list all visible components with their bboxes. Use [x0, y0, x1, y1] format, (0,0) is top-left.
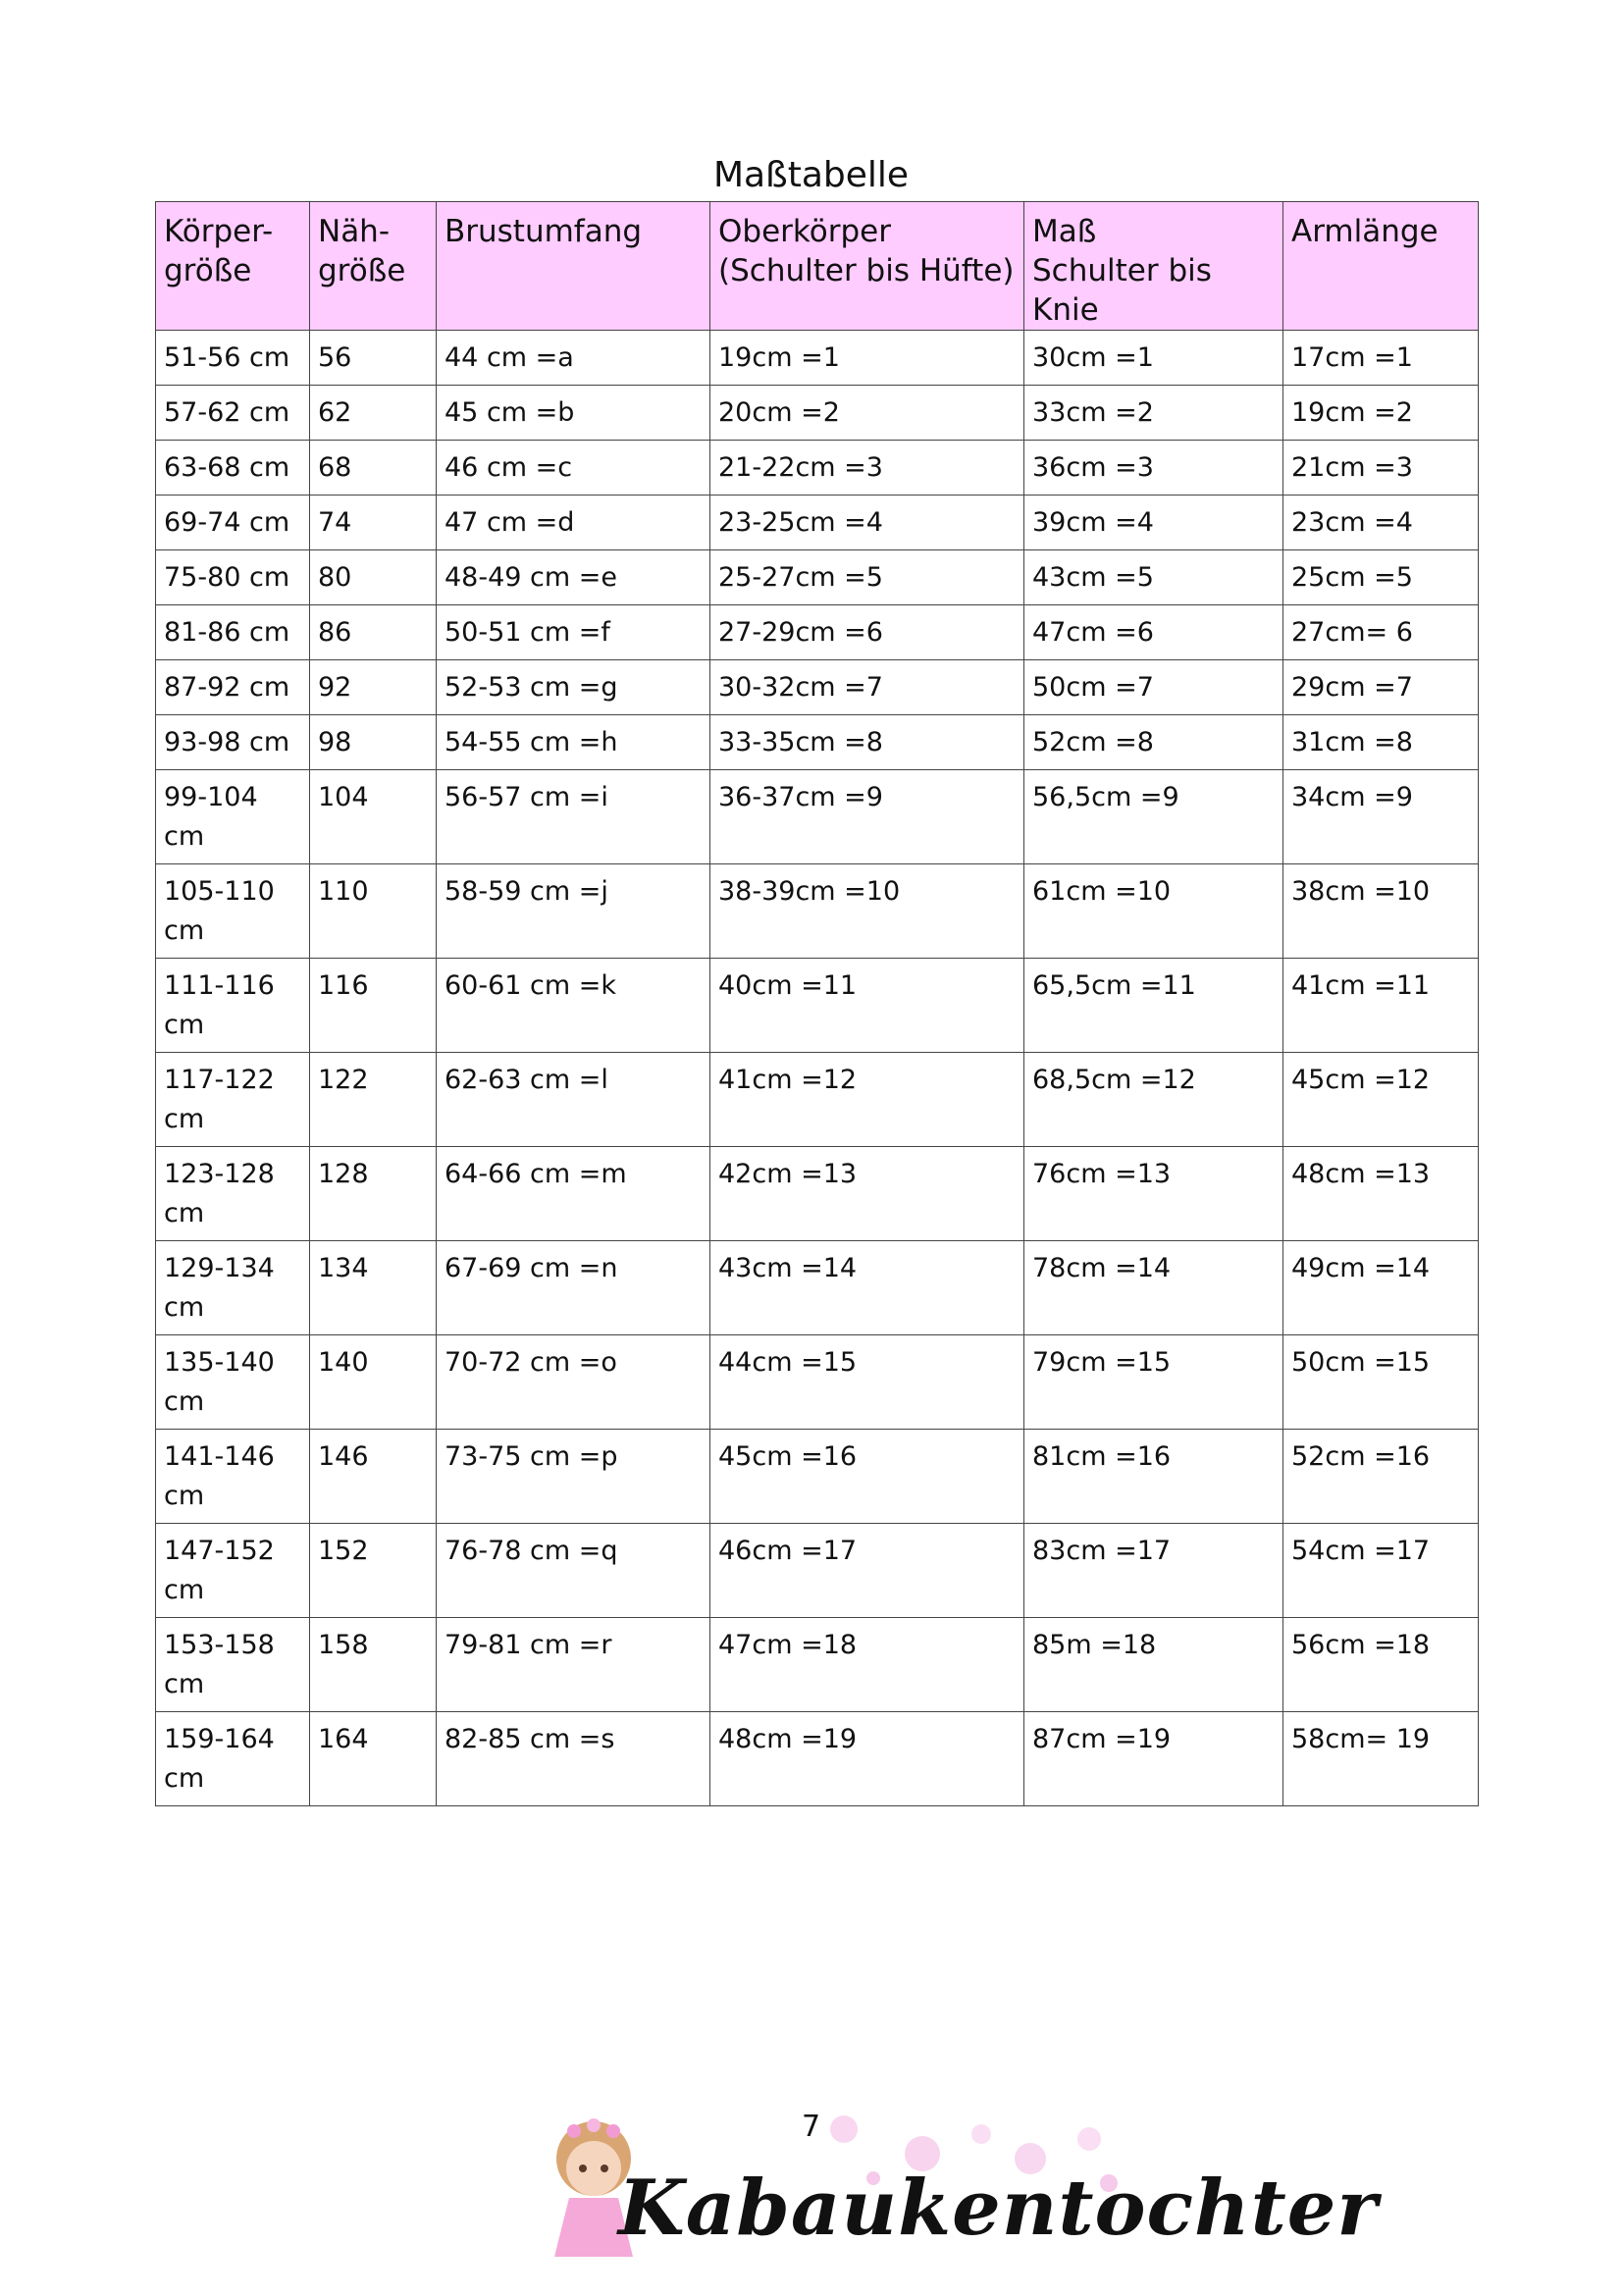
- cell-brustumfang: 70-72 cm =o: [437, 1335, 710, 1430]
- cell-koerpergroesse: 93-98 cm: [156, 715, 310, 770]
- cell-armlaenge: 29cm =7: [1283, 660, 1479, 715]
- cell-armlaenge: 56cm =18: [1283, 1618, 1479, 1712]
- cell-oberkoerper: 46cm =17: [710, 1524, 1024, 1618]
- cell-brustumfang: 67-69 cm =n: [437, 1241, 710, 1335]
- cell-koerpergroesse: 147-152 cm: [156, 1524, 310, 1618]
- cell-koerpergroesse: 129-134 cm: [156, 1241, 310, 1335]
- cell-naehgroesse: 62: [310, 386, 437, 441]
- cell-brustumfang: 56-57 cm =i: [437, 770, 710, 864]
- cell-armlaenge: 27cm= 6: [1283, 605, 1479, 660]
- cell-mass: 83cm =17: [1024, 1524, 1283, 1618]
- cell-mass: 85m =18: [1024, 1618, 1283, 1712]
- cell-brustumfang: 54-55 cm =h: [437, 715, 710, 770]
- table-row: [156, 770, 1479, 864]
- cell-koerpergroesse: 105-110 cm: [156, 864, 310, 959]
- cell-mass: 39cm =4: [1024, 496, 1283, 550]
- table-row: [156, 386, 1479, 441]
- cell-koerpergroesse: 135-140 cm: [156, 1335, 310, 1430]
- header-row: [156, 202, 1479, 331]
- cell-mass: 65,5cm =11: [1024, 959, 1283, 1053]
- cell-brustumfang: 44 cm =a: [437, 331, 710, 386]
- cell-mass: 76cm =13: [1024, 1147, 1283, 1241]
- cell-naehgroesse: 152: [310, 1524, 437, 1618]
- cell-oberkoerper: 27-29cm =6: [710, 605, 1024, 660]
- cell-oberkoerper: 44cm =15: [710, 1335, 1024, 1430]
- cell-armlaenge: 41cm =11: [1283, 959, 1479, 1053]
- cell-brustumfang: 60-61 cm =k: [437, 959, 710, 1053]
- cell-oberkoerper: 48cm =19: [710, 1712, 1024, 1806]
- cell-naehgroesse: 80: [310, 550, 437, 605]
- cell-oberkoerper: 47cm =18: [710, 1618, 1024, 1712]
- cell-mass: 68,5cm =12: [1024, 1053, 1283, 1147]
- header-naehgroesse: Näh- größe: [310, 202, 437, 331]
- cell-mass: 43cm =5: [1024, 550, 1283, 605]
- table-row: [156, 1147, 1479, 1241]
- cell-armlaenge: 31cm =8: [1283, 715, 1479, 770]
- cell-koerpergroesse: 51-56 cm: [156, 331, 310, 386]
- header-armlaenge: Armlänge: [1283, 202, 1479, 331]
- cell-mass: 36cm =3: [1024, 441, 1283, 496]
- cell-mass: 79cm =15: [1024, 1335, 1283, 1430]
- cell-naehgroesse: 92: [310, 660, 437, 715]
- cell-naehgroesse: 74: [310, 496, 437, 550]
- cell-brustumfang: 46 cm =c: [437, 441, 710, 496]
- cell-koerpergroesse: 111-116 cm: [156, 959, 310, 1053]
- table-row: [156, 715, 1479, 770]
- cell-oberkoerper: 36-37cm =9: [710, 770, 1024, 864]
- cell-naehgroesse: 110: [310, 864, 437, 959]
- cell-mass: 56,5cm =9: [1024, 770, 1283, 864]
- table-row: [156, 1712, 1479, 1806]
- header-brustumfang: Brustumfang: [437, 202, 710, 331]
- table-row: [156, 331, 1479, 386]
- cell-armlaenge: 19cm =2: [1283, 386, 1479, 441]
- cell-koerpergroesse: 159-164 cm: [156, 1712, 310, 1806]
- cell-brustumfang: 64-66 cm =m: [437, 1147, 710, 1241]
- table-body: [156, 331, 1479, 1806]
- cell-armlaenge: 50cm =15: [1283, 1335, 1479, 1430]
- table-row: [156, 1618, 1479, 1712]
- cell-brustumfang: 76-78 cm =q: [437, 1524, 710, 1618]
- cell-oberkoerper: 41cm =12: [710, 1053, 1024, 1147]
- cell-oberkoerper: 20cm =2: [710, 386, 1024, 441]
- table-row: [156, 1241, 1479, 1335]
- table-row: [156, 1524, 1479, 1618]
- cell-koerpergroesse: 75-80 cm: [156, 550, 310, 605]
- cell-armlaenge: 54cm =17: [1283, 1524, 1479, 1618]
- table-row: [156, 660, 1479, 715]
- cell-oberkoerper: 42cm =13: [710, 1147, 1024, 1241]
- cell-naehgroesse: 56: [310, 331, 437, 386]
- header-mass: Maß Schulter bis Knie: [1024, 202, 1283, 331]
- cell-mass: 50cm =7: [1024, 660, 1283, 715]
- cell-armlaenge: 48cm =13: [1283, 1147, 1479, 1241]
- table-row: [156, 959, 1479, 1053]
- cell-naehgroesse: 86: [310, 605, 437, 660]
- table-row: [156, 441, 1479, 496]
- cell-naehgroesse: 140: [310, 1335, 437, 1430]
- header-oberkoerper: Oberkörper (Schulter bis Hüfte): [710, 202, 1024, 331]
- page-number: 7: [801, 2110, 821, 2144]
- cell-armlaenge: 25cm =5: [1283, 550, 1479, 605]
- cell-armlaenge: 21cm =3: [1283, 441, 1479, 496]
- table-row: [156, 1335, 1479, 1430]
- cell-mass: 33cm =2: [1024, 386, 1283, 441]
- cell-koerpergroesse: 81-86 cm: [156, 605, 310, 660]
- cell-naehgroesse: 122: [310, 1053, 437, 1147]
- cell-naehgroesse: 104: [310, 770, 437, 864]
- cell-naehgroesse: 116: [310, 959, 437, 1053]
- cell-oberkoerper: 25-27cm =5: [710, 550, 1024, 605]
- cell-oberkoerper: 33-35cm =8: [710, 715, 1024, 770]
- table-row: [156, 550, 1479, 605]
- cell-naehgroesse: 158: [310, 1618, 437, 1712]
- cell-mass: 52cm =8: [1024, 715, 1283, 770]
- cell-armlaenge: 49cm =14: [1283, 1241, 1479, 1335]
- table-row: [156, 864, 1479, 959]
- cell-koerpergroesse: 69-74 cm: [156, 496, 310, 550]
- cell-brustumfang: 73-75 cm =p: [437, 1430, 710, 1524]
- cell-brustumfang: 58-59 cm =j: [437, 864, 710, 959]
- size-table: [155, 201, 1479, 1806]
- cell-oberkoerper: 19cm =1: [710, 331, 1024, 386]
- cell-armlaenge: 58cm= 19: [1283, 1712, 1479, 1806]
- cell-brustumfang: 82-85 cm =s: [437, 1712, 710, 1806]
- logo-text: Kabaukentochter: [618, 2164, 1379, 2253]
- cell-oberkoerper: 40cm =11: [710, 959, 1024, 1053]
- cell-mass: 87cm =19: [1024, 1712, 1283, 1806]
- cell-oberkoerper: 21-22cm =3: [710, 441, 1024, 496]
- cell-mass: 47cm =6: [1024, 605, 1283, 660]
- cell-brustumfang: 45 cm =b: [437, 386, 710, 441]
- cell-brustumfang: 48-49 cm =e: [437, 550, 710, 605]
- table-row: [156, 1430, 1479, 1524]
- cell-oberkoerper: 45cm =16: [710, 1430, 1024, 1524]
- cell-oberkoerper: 43cm =14: [710, 1241, 1024, 1335]
- cell-armlaenge: 23cm =4: [1283, 496, 1479, 550]
- cell-brustumfang: 52-53 cm =g: [437, 660, 710, 715]
- cell-naehgroesse: 98: [310, 715, 437, 770]
- cell-koerpergroesse: 141-146 cm: [156, 1430, 310, 1524]
- cell-mass: 81cm =16: [1024, 1430, 1283, 1524]
- cell-naehgroesse: 164: [310, 1712, 437, 1806]
- cell-naehgroesse: 146: [310, 1430, 437, 1524]
- cell-brustumfang: 79-81 cm =r: [437, 1618, 710, 1712]
- page-title: Maßtabelle: [712, 155, 910, 195]
- cell-naehgroesse: 128: [310, 1147, 437, 1241]
- cell-brustumfang: 62-63 cm =l: [437, 1053, 710, 1147]
- cell-mass: 30cm =1: [1024, 331, 1283, 386]
- brand-logo: [520, 2100, 1379, 2296]
- table-row: [156, 496, 1479, 550]
- cell-koerpergroesse: 123-128 cm: [156, 1147, 310, 1241]
- cell-armlaenge: 17cm =1: [1283, 331, 1479, 386]
- cell-koerpergroesse: 99-104 cm: [156, 770, 310, 864]
- cell-oberkoerper: 30-32cm =7: [710, 660, 1024, 715]
- cell-koerpergroesse: 57-62 cm: [156, 386, 310, 441]
- cell-brustumfang: 50-51 cm =f: [437, 605, 710, 660]
- table-row: [156, 1053, 1479, 1147]
- cell-armlaenge: 52cm =16: [1283, 1430, 1479, 1524]
- cell-naehgroesse: 134: [310, 1241, 437, 1335]
- table-row: [156, 605, 1479, 660]
- cell-koerpergroesse: 153-158 cm: [156, 1618, 310, 1712]
- header-koerpergroesse: Körper- größe: [156, 202, 310, 331]
- cell-brustumfang: 47 cm =d: [437, 496, 710, 550]
- cell-koerpergroesse: 63-68 cm: [156, 441, 310, 496]
- cell-naehgroesse: 68: [310, 441, 437, 496]
- cell-mass: 78cm =14: [1024, 1241, 1283, 1335]
- cell-koerpergroesse: 87-92 cm: [156, 660, 310, 715]
- cell-mass: 61cm =10: [1024, 864, 1283, 959]
- cell-armlaenge: 34cm =9: [1283, 770, 1479, 864]
- cell-oberkoerper: 38-39cm =10: [710, 864, 1024, 959]
- cell-oberkoerper: 23-25cm =4: [710, 496, 1024, 550]
- cell-armlaenge: 45cm =12: [1283, 1053, 1479, 1147]
- cell-armlaenge: 38cm =10: [1283, 864, 1479, 959]
- cell-koerpergroesse: 117-122 cm: [156, 1053, 310, 1147]
